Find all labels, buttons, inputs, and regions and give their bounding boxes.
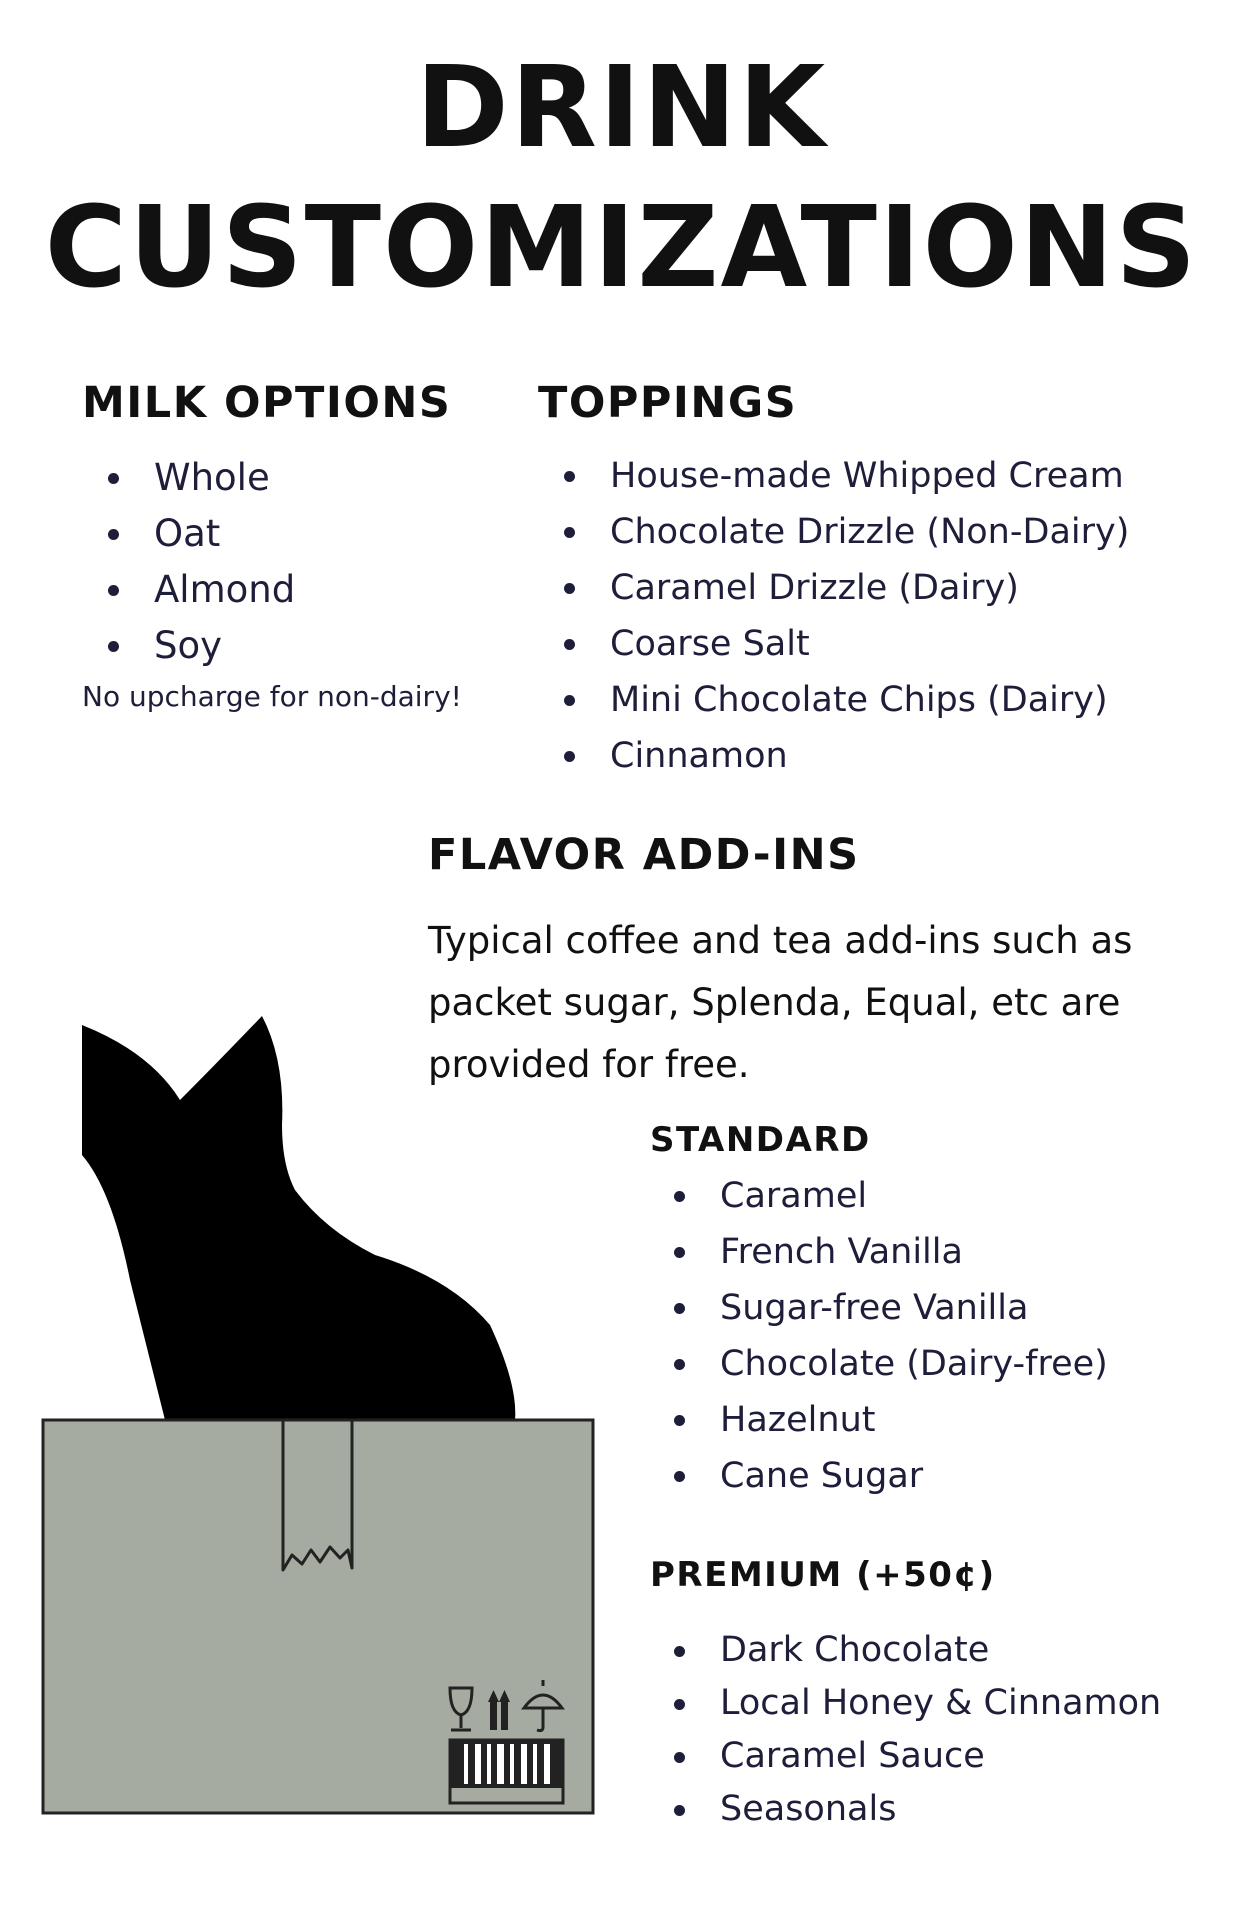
list-item: Almond	[104, 562, 295, 618]
list-item: Sugar-free Vanilla	[670, 1280, 1108, 1336]
list-item: Hazelnut	[670, 1392, 1108, 1448]
list-item: Soy	[104, 618, 295, 674]
list-item: Caramel Sauce	[670, 1730, 1161, 1783]
list-item: Whole	[104, 450, 295, 506]
list-item: Mini Chocolate Chips (Dairy)	[560, 672, 1129, 728]
toppings-list	[560, 448, 1129, 784]
flavor-description: Typical coffee and tea add-ins such as packet sugar, Splenda, Equal, etc are provided for free.	[428, 919, 1133, 1086]
cat-on-box-illustration	[0, 990, 620, 1840]
standard-heading: STANDARD	[650, 1120, 871, 1160]
list-item: Chocolate Drizzle (Non-Dairy)	[560, 504, 1129, 560]
list-item: House-made Whipped Cream	[560, 448, 1129, 504]
standard-flavors-list	[670, 1168, 1108, 1504]
list-item: Local Honey & Cinnamon	[670, 1677, 1161, 1730]
milk-options-heading: MILK OPTIONS	[82, 378, 452, 428]
list-item: French Vanilla	[670, 1224, 1108, 1280]
list-item: Seasonals	[670, 1783, 1161, 1836]
list-item: Caramel Drizzle (Dairy)	[560, 560, 1129, 616]
list-item: Cinnamon	[560, 728, 1129, 784]
list-item: Cane Sugar	[670, 1448, 1108, 1504]
list-item: Dark Chocolate	[670, 1624, 1161, 1677]
page-title-line-1: DRINK	[415, 43, 828, 173]
list-item: Oat	[104, 506, 295, 562]
toppings-heading: TOPPINGS	[538, 378, 798, 428]
flavor-add-ins-heading: FLAVOR ADD-INS	[428, 830, 860, 880]
milk-options-list	[104, 450, 295, 674]
premium-heading: PREMIUM (+50¢)	[650, 1555, 996, 1595]
milk-note: No upcharge for non-dairy!	[82, 680, 462, 713]
list-item: Coarse Salt	[560, 616, 1129, 672]
list-item: Chocolate (Dairy-free)	[670, 1336, 1108, 1392]
list-item: Caramel	[670, 1168, 1108, 1224]
cat-silhouette-icon	[82, 1016, 515, 1420]
page-title-line-2: CUSTOMIZATIONS	[44, 183, 1199, 313]
premium-flavors-list	[670, 1624, 1161, 1836]
